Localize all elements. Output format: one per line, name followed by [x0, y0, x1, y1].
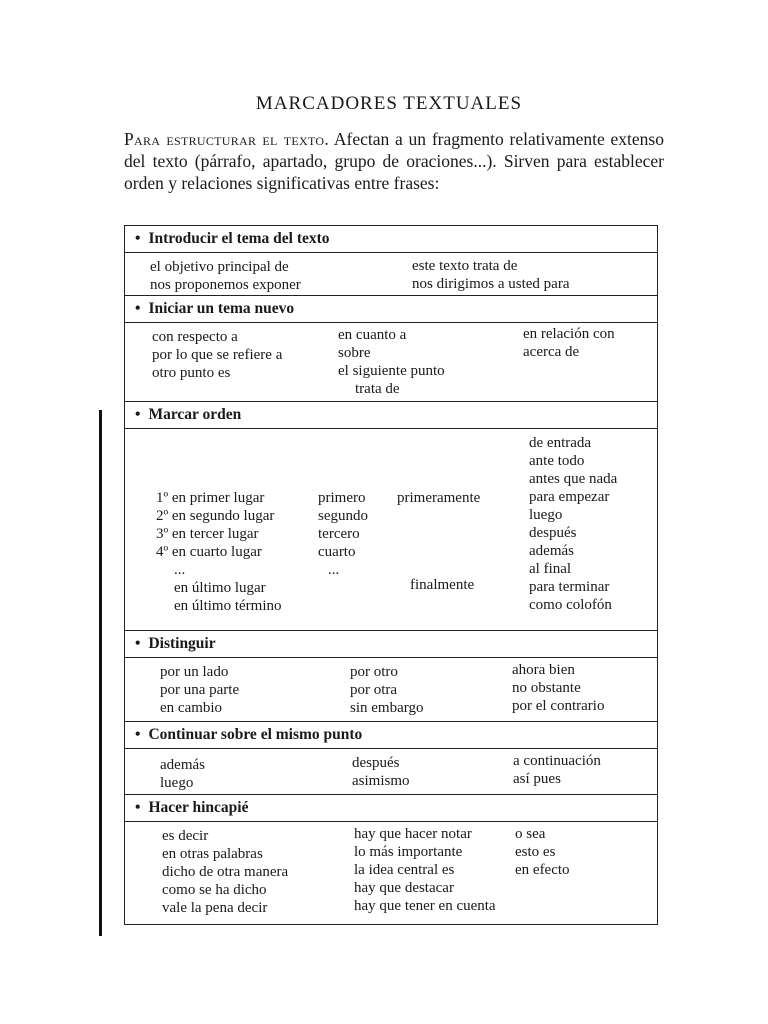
bullet-icon: •	[135, 799, 141, 816]
marker-item: dicho de otra manera	[162, 864, 289, 880]
column-2	[354, 825, 496, 915]
marker-item: así pues	[513, 771, 561, 787]
bullet-icon: •	[135, 726, 141, 743]
marker-item: luego	[529, 507, 563, 523]
marker-item: al final	[529, 561, 572, 577]
marker-item: en cuanto a	[338, 327, 407, 343]
section-body-hincapie	[125, 822, 657, 924]
marker-item: para terminar	[529, 579, 610, 595]
marker-item: trata de	[355, 381, 400, 397]
marker-item: cuarto	[318, 544, 356, 560]
marker-item: o sea	[515, 826, 546, 842]
marker-item: luego	[160, 775, 194, 791]
marker-item: en relación con	[523, 326, 615, 342]
column-2	[350, 663, 423, 717]
bullet-icon: •	[135, 635, 141, 652]
section-header-continuar	[125, 722, 657, 749]
section-title: Distinguir	[148, 635, 216, 652]
marker-item: la idea central es	[354, 862, 455, 878]
section-title: Continuar sobre el mismo punto	[148, 726, 363, 743]
column-2	[318, 489, 368, 579]
bullet-icon: •	[135, 300, 141, 317]
marker-item: después	[352, 755, 400, 771]
section-body-distinguir	[125, 658, 657, 722]
marker-item: 2º en segundo lugar	[156, 508, 275, 524]
marker-item: para empezar	[529, 489, 610, 505]
marker-item: en cambio	[160, 700, 223, 716]
marker-item: ...	[328, 562, 340, 578]
column-1	[150, 258, 301, 294]
bullet-icon: •	[135, 406, 141, 423]
bullet-icon: •	[135, 230, 141, 247]
column-1	[162, 827, 288, 917]
section-header-introducir	[125, 226, 657, 253]
marker-item: segundo	[318, 508, 368, 524]
column-3	[513, 752, 601, 788]
column-4	[529, 434, 617, 614]
marker-item: en último lugar	[174, 580, 266, 596]
marker-item: sin embargo	[350, 700, 424, 716]
marker-item: además	[529, 543, 574, 559]
section-body-continuar	[125, 749, 657, 795]
marker-item: como se ha dicho	[162, 882, 267, 898]
margin-binding-line	[99, 410, 102, 936]
marker-item: como colofón	[529, 597, 612, 613]
marker-item: hay que destacar	[354, 880, 454, 896]
section-header-distinguir	[125, 631, 657, 658]
marker-item: es decir	[162, 828, 209, 844]
column-3b	[410, 576, 474, 594]
section-title: Marcar orden	[148, 406, 242, 423]
marker-item: lo más importante	[354, 844, 463, 860]
marker-item: además	[160, 757, 205, 773]
marker-item: otro punto es	[152, 365, 231, 381]
column-3	[515, 825, 570, 879]
marker-item: por un lado	[160, 664, 229, 680]
column-1	[156, 489, 281, 615]
intro-lead: Para estructurar el texto.	[124, 129, 330, 149]
marker-item: a continuación	[513, 753, 601, 769]
marker-item: después	[529, 525, 577, 541]
column-3	[523, 325, 615, 361]
marker-item: en otras palabras	[162, 846, 263, 862]
marker-item: vale la pena decir	[162, 900, 268, 916]
marker-item: ahora bien	[512, 662, 575, 678]
marker-item: primeramente	[397, 490, 481, 506]
column-2	[412, 257, 569, 293]
marker-item: nos dirigimos a usted para	[412, 276, 570, 292]
marker-item: no obstante	[512, 680, 581, 696]
marker-item: el objetivo principal de	[150, 259, 289, 275]
marker-item: por otra	[350, 682, 398, 698]
section-title: Introducir el tema del texto	[148, 230, 330, 247]
marker-item: en efecto	[515, 862, 570, 878]
markers-table	[124, 225, 658, 925]
marker-item: este texto trata de	[412, 258, 518, 274]
column-2	[352, 754, 410, 790]
marker-item: hay que hacer notar	[354, 826, 472, 842]
page-title: MARCADORES TEXTUALES	[255, 93, 523, 114]
section-header-orden	[125, 402, 657, 429]
column-1	[152, 328, 282, 382]
marker-item: por el contrario	[512, 698, 605, 714]
marker-item: antes que nada	[529, 471, 618, 487]
marker-item: tercero	[318, 526, 360, 542]
section-body-introducir	[125, 253, 657, 296]
marker-item: ante todo	[529, 453, 585, 469]
section-body-iniciar	[125, 323, 657, 402]
marker-item: de entrada	[529, 435, 592, 451]
column-1	[160, 756, 205, 792]
marker-item: en último término	[174, 598, 282, 614]
marker-item: por lo que se refiere a	[152, 347, 283, 363]
marker-item: con respecto a	[152, 329, 238, 345]
marker-item: 3º en tercer lugar	[156, 526, 259, 542]
marker-item: asimismo	[352, 773, 410, 789]
column-1	[160, 663, 239, 717]
column-3	[397, 489, 480, 507]
marker-item: el siguiente punto	[338, 363, 445, 379]
column-2	[338, 326, 445, 398]
marker-item: ...	[174, 562, 186, 578]
marker-item: finalmente	[410, 577, 475, 593]
section-header-iniciar	[125, 296, 657, 323]
section-header-hincapie	[125, 795, 657, 822]
marker-item: primero	[318, 490, 366, 506]
section-title: Iniciar un tema nuevo	[148, 300, 295, 317]
marker-item: 4º en cuarto lugar	[156, 544, 262, 560]
marker-item: 1º en primer lugar	[156, 490, 265, 506]
intro-paragraph	[124, 128, 664, 194]
intro-text: Afectan a un fragmento relativamente extenso del texto (párrafo, apartado, grupo de oraciones...). Sirven para establecer orden y relaciones significativas entre frases:	[124, 129, 664, 193]
section-body-orden	[125, 429, 657, 631]
marker-item: esto es	[515, 844, 556, 860]
marker-item: acerca de	[523, 344, 580, 360]
marker-item: hay que tener en cuenta	[354, 898, 496, 914]
section-title: Hacer hincapié	[148, 799, 249, 816]
marker-item: sobre	[338, 345, 371, 361]
marker-item: por otro	[350, 664, 398, 680]
marker-item: por una parte	[160, 682, 240, 698]
column-3	[512, 661, 604, 715]
marker-item: nos proponemos exponer	[150, 277, 301, 293]
